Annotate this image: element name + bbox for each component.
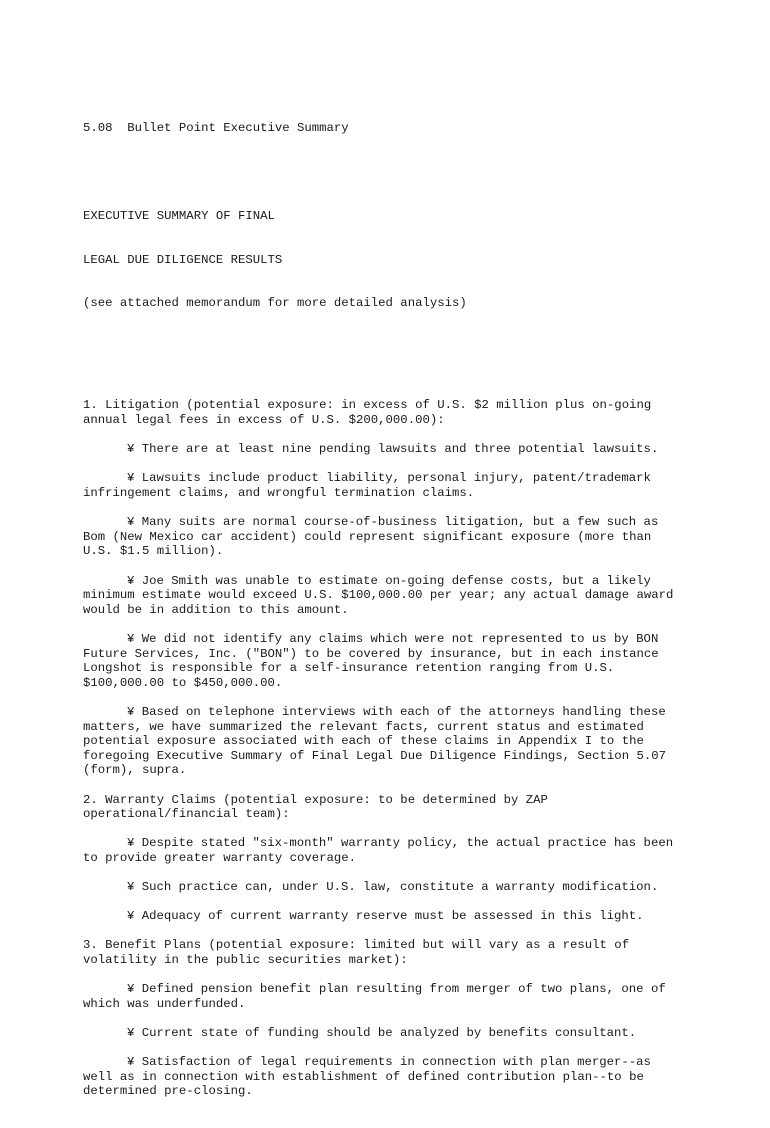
bullet-item xyxy=(83,982,723,1011)
bullet-first-line xyxy=(83,442,723,457)
bullet-marker: ¥ xyxy=(127,704,142,719)
bullet-item xyxy=(83,880,723,895)
bullet-continuation-line: infringement claims, and wrongful termination claims. xyxy=(83,486,475,501)
section-3 xyxy=(83,938,723,1099)
bullet-first-line xyxy=(83,982,723,997)
section-title-line: 3. Benefit Plans (potential exposure: limited but will vary as a result of xyxy=(83,938,630,953)
bullet-item xyxy=(83,836,723,865)
bullet-first-line xyxy=(83,471,723,486)
bullet-first-line xyxy=(83,574,723,589)
bullet-first-line xyxy=(83,880,723,895)
bullet-text: Adequacy of current warranty reserve must be assessed in this light. xyxy=(141,909,644,924)
bullet-continuation-line: to provide greater warranty coverage. xyxy=(83,850,357,865)
bullet-text: Defined pension benefit plan resulting from merger of two plans, one of xyxy=(141,982,666,997)
bullet-marker: ¥ xyxy=(127,442,142,457)
section-heading: 5.08 Bullet Point Executive Summary xyxy=(83,121,349,136)
document-body xyxy=(83,92,723,1128)
bullet-item xyxy=(83,515,723,559)
section-title-line: annual legal fees in excess of U.S. $200,000.00): xyxy=(83,413,445,428)
bullet-item xyxy=(83,442,723,457)
bullet-text: Such practice can, under U.S. law, constitute a warranty modification. xyxy=(141,880,659,895)
section-title-line: 2. Warranty Claims (potential exposure: to be determined by ZAP xyxy=(83,792,548,807)
bullet-marker: ¥ xyxy=(127,631,142,646)
bullet-first-line xyxy=(83,1026,723,1041)
bullet-text: Current state of funding should be analyzed by benefits consultant. xyxy=(141,1026,637,1040)
section-2 xyxy=(83,793,723,924)
sections-container xyxy=(83,398,723,1099)
summary-title-line-3: (see attached memorandum for more detailed analysis) xyxy=(83,296,467,311)
bullet-continuation-line: minimum estimate would exceed U.S. $100,000.00 per year; any actual damage award xyxy=(83,588,674,603)
bullet-item xyxy=(83,574,723,618)
bullet-first-line xyxy=(83,632,723,647)
bullet-continuation-line: $100,000.00 to $450,000.00. xyxy=(83,675,283,690)
section-1 xyxy=(83,398,723,777)
bullet-marker: ¥ xyxy=(127,836,142,851)
section-title-line: volatility in the public securities market): xyxy=(83,953,408,968)
bullet-marker: ¥ xyxy=(127,909,142,924)
bullet-first-line xyxy=(83,1055,723,1070)
bullet-text: Based on telephone interviews with each of the attorneys handling these xyxy=(141,704,666,719)
bullet-item xyxy=(83,632,723,690)
summary-title-line-2: LEGAL DUE DILIGENCE RESULTS xyxy=(83,252,283,267)
bullet-text: Despite stated "six-month" warranty policy, the actual practice has been xyxy=(141,836,674,851)
bullet-text: Satisfaction of legal requirements in connection with plan merger--as xyxy=(141,1055,651,1070)
bullet-continuation-line: well as in connection with establishment of defined contribution plan--to be xyxy=(83,1069,644,1084)
bullet-first-line xyxy=(83,705,723,720)
bullet-continuation-line: Bom (New Mexico car accident) could represent significant exposure (more than xyxy=(83,529,652,544)
bullet-text: We did not identify any claims which were not represented to us by BON xyxy=(141,631,659,646)
bullet-continuation-line: potential exposure associated with each of these claims in Appendix I to the xyxy=(83,734,644,749)
bullet-item xyxy=(83,471,723,500)
bullet-item xyxy=(83,1055,723,1099)
bullet-marker: ¥ xyxy=(127,1026,142,1040)
bullet-continuation-line: foregoing Executive Summary of Final Legal Due Diligence Findings, Section 5.07 xyxy=(83,748,666,763)
bullet-marker: ¥ xyxy=(127,1055,142,1070)
bullet-text: Lawsuits include product liability, personal injury, patent/trademark xyxy=(141,471,651,486)
section-title-line: operational/financial team): xyxy=(83,807,290,822)
bullet-item xyxy=(83,1026,723,1041)
bullet-continuation-line: U.S. $1.5 million). xyxy=(83,544,224,559)
bullet-first-line xyxy=(83,909,723,924)
bullet-first-line xyxy=(83,836,723,851)
bullet-continuation-line: determined pre-closing. xyxy=(83,1084,253,1099)
bullet-text: There are at least nine pending lawsuits and three potential lawsuits. xyxy=(141,442,659,457)
bullet-continuation-line: Longshot is responsible for a self-insurance retention ranging from U.S. xyxy=(83,661,615,676)
bullet-marker: ¥ xyxy=(127,471,142,486)
bullet-continuation-line: would be in addition to this amount. xyxy=(83,602,349,617)
bullet-marker: ¥ xyxy=(127,573,142,588)
bullet-text: Many suits are normal course-of-business litigation, but a few such as xyxy=(141,515,659,530)
bullet-continuation-line: Future Services, Inc. ("BON") to be covered by insurance, but in each instance xyxy=(83,646,659,661)
bullet-item xyxy=(83,705,723,778)
bullet-first-line xyxy=(83,515,723,530)
bullet-continuation-line: which was underfunded. xyxy=(83,996,246,1011)
bullet-continuation-line: (form), supra. xyxy=(83,763,187,778)
section-title-line: 1. Litigation (potential exposure: in excess of U.S. $2 million plus on-going xyxy=(83,398,652,413)
bullet-marker: ¥ xyxy=(127,982,142,997)
bullet-marker: ¥ xyxy=(127,880,142,895)
bullet-marker: ¥ xyxy=(127,515,142,530)
bullet-text: Joe Smith was unable to estimate on-going defense costs, but a likely xyxy=(141,573,651,588)
bullet-continuation-line: matters, we have summarized the relevant facts, current status and estimated xyxy=(83,719,644,734)
summary-title-line-1: EXECUTIVE SUMMARY OF FINAL xyxy=(83,208,275,223)
bullet-item xyxy=(83,909,723,924)
